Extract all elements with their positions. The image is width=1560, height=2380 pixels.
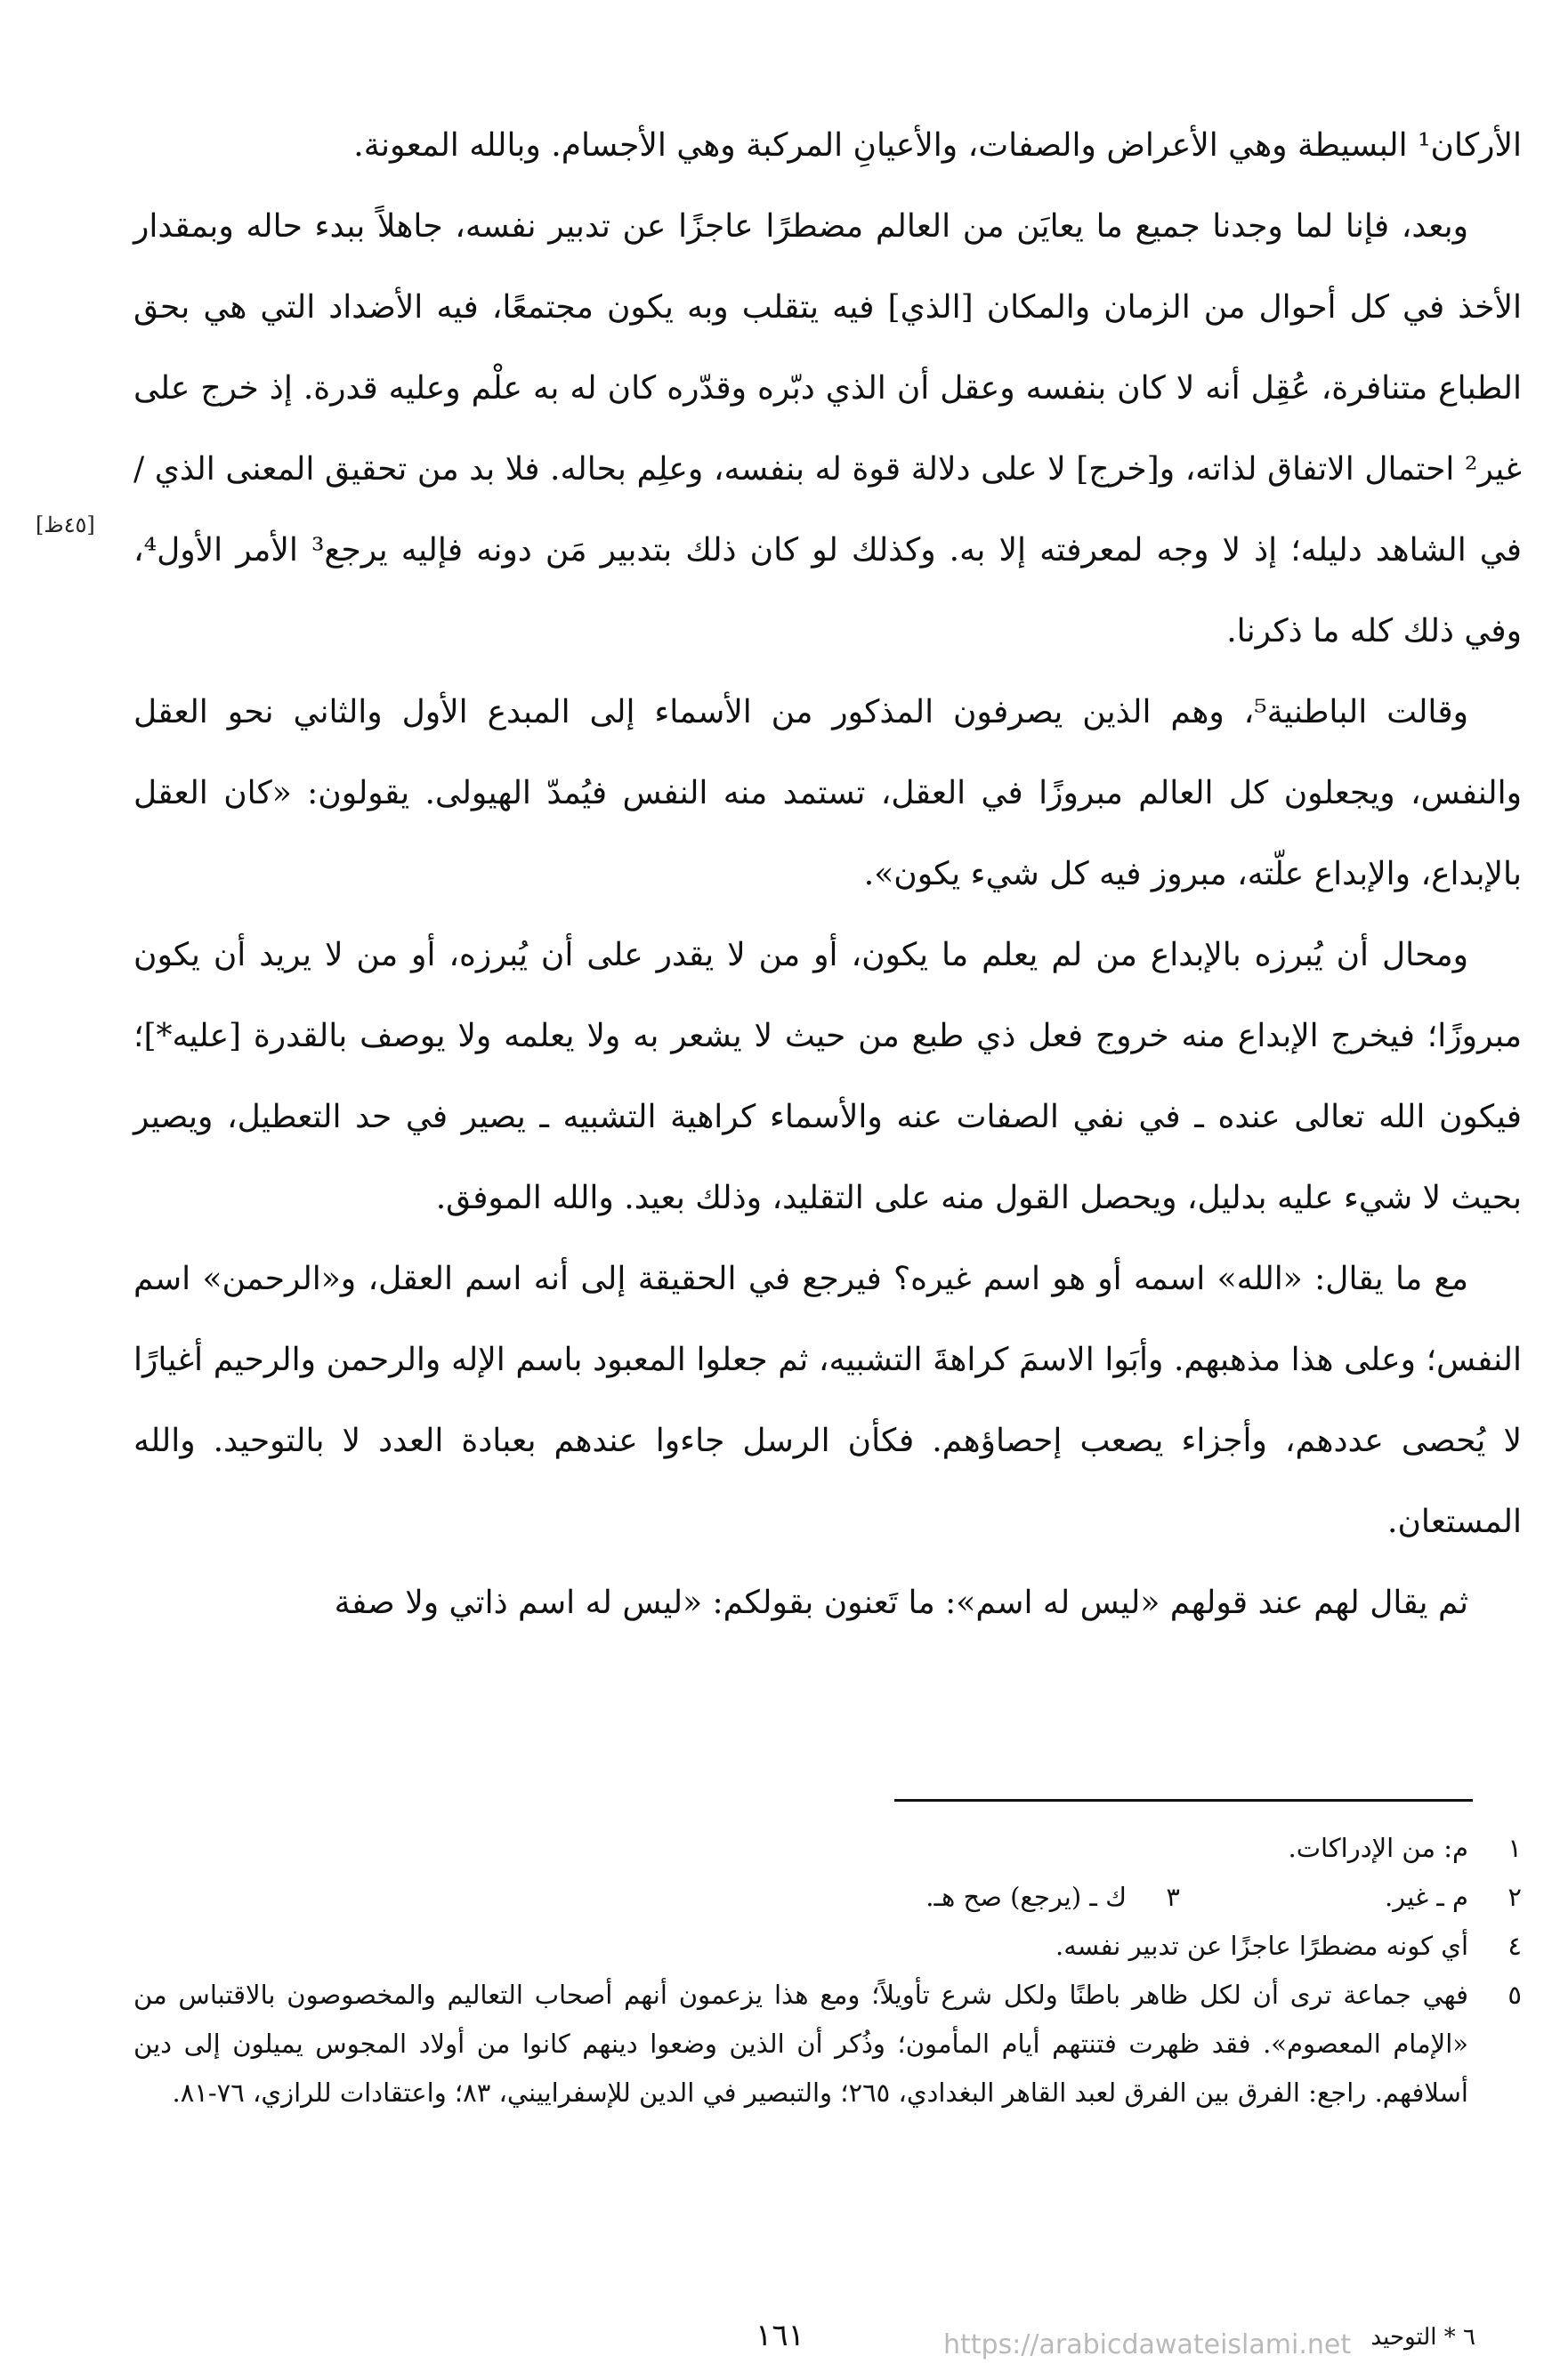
footnote-text: أي كونه مضطرًا عاجزًا عن تدبير نفسه. <box>1055 1931 1468 1961</box>
paragraph-4: ومحال أن يُبرزه بالإبداع من لم يعلم ما يكون، أو من لا يقدر على أن يُبرزه، أو من لا يريد أن يكون مبروزًا؛ فيخرج الإبداع منه خروج فعل ذي طبع من حيث لا يشعر به ولا يعلمه ولا يوصف بالقدرة [عليه*]؛ فيكون الله تعالى عنده ـ في نفي الصفات عنه والأسماء كراهية التشبيه ـ يصير في حد التعطيل، ويصير بحيث لا شيء عليه بدليل، ويحصل القول منه على التقليد، وذلك بعيد. والله الموفق. <box>133 937 1522 1216</box>
footnote-text: فهي جماعة ترى أن لكل ظاهر باطنًا ولكل شرع تأويلاً؛ ومع هذا يزعمون أنهم أصحاب التعاليم والمخصوصون بالاقتباس من «الإمام المعصوم». فقد ظهرت فتنتهم أيام المأمون؛ وذُكر أن الذين وضعوا دينهم كانوا من أولاد المجوس يميلون إلى دين أسلافهم. راجع: الفرق بين الفرق لعبد القاهر البغدادي، ٢٦٥؛ والتبصير في الدين للإسفراييني، ٨٣؛ واعتقادات للرازي، ٧٦-٨١. <box>133 1980 1468 2108</box>
page-number: ١٦١ <box>756 2318 804 2353</box>
footnote-number: ٥ <box>1507 1980 1522 2010</box>
footnotes <box>133 1824 1522 2118</box>
footnote-number: ٣ <box>1166 1882 1180 1912</box>
paragraph-3: وقالت الباطنية⁵، وهم الذين يصرفون المذكور من الأسماء إلى المبدع الأول والثاني نحو العقل والنفس، ويجعلون كل العالم مبروزًا في العقل، تستمد منه النفس فيُمدّ الهيولى. يقولون: «كان العقل بالإبداع، والإبداع علّته، مبروز فيه كل شيء يكون». <box>133 694 1522 892</box>
footnote-5 <box>133 1971 1522 2118</box>
footnote-row-2-3 <box>133 1873 1522 1922</box>
paragraph-2: وبعد، فإنا لما وجدنا جميع ما يعايَن من العالم مضطرًا عاجزًا عن تدبير نفسه، جاهلاً ببدء حاله وبمقدار الأخذ في كل أحوال من الزمان والمكان [الذي] فيه يتقلب وبه يكون مجتمعًا، فيه الأضداد التي هي بحق الطباع متنافرة، عُقِل أنه لا كان بنفسه وعقل أن الذي دبّره وقدّره كان له به علْم وعليه قدرة. إذ خرج على غير² احتمال الاتفاق لذاته، و[خرج] لا على دلالة قوة له بنفسه، وعلِم بحاله. فلا بد من تحقيق المعنى الذي / في الشاهد دليله؛ إذ لا وجه لمعرفته إلا به. وكذلك لو كان ذلك بتدبير مَن دونه فإليه يرجع³ الأمر الأول⁴، وفي ذلك كله ما ذكرنا. <box>133 208 1522 649</box>
watermark: https://arabicdawateislami.net <box>943 2329 1352 2360</box>
footnote-number: ٢ <box>1507 1882 1522 1912</box>
paragraph-1: الأركان¹ البسيطة وهي الأعراض والصفات، والأعيانِ المركبة وهي الأجسام. وبالله المعونة. <box>353 127 1522 164</box>
running-foot: ٦ * التوحيد <box>1370 2324 1475 2351</box>
footnote-1 <box>133 1824 1522 1873</box>
footnote-4 <box>133 1922 1522 1971</box>
footnote-text: ك ـ (يرجع) صح هـ. <box>925 1882 1127 1912</box>
footnote-3 <box>925 1873 1180 1922</box>
footnote-text: م ـ غير. <box>1384 1882 1468 1912</box>
footnote-text: م: من الإدراكات. <box>1288 1833 1468 1863</box>
manuscript-folio-marker: [٤٥ظ] <box>36 512 95 537</box>
paragraph-5: مع ما يقال: «الله» اسمه أو هو اسم غيره؟ فيرجع في الحقيقة إلى أنه اسم العقل، و«الرحمن» اسم النفس؛ وعلى هذا مذهبهم. وأبَوا الاسمَ كراهةَ التشبيه، ثم جعلوا المعبود باسم الإله والرحمن والرحيم أغيارًا لا يُحصى عددهم، وأجزاء يصعب إحصاؤهم. فكأن الرسل جاءوا عندهم بعبادة العدد لا بالتوحيد. والله المستعان. <box>133 1261 1522 1540</box>
footnote-divider <box>894 1799 1473 1802</box>
main-text <box>133 105 1522 1643</box>
footnote-number: ٤ <box>1507 1931 1522 1961</box>
paragraph-6: ثم يقال لهم عند قولهم «ليس له اسم»: ما تَعنون بقولكم: «ليس له اسم ذاتي ولا صفة <box>334 1585 1468 1621</box>
footnote-number: ١ <box>1507 1833 1522 1863</box>
